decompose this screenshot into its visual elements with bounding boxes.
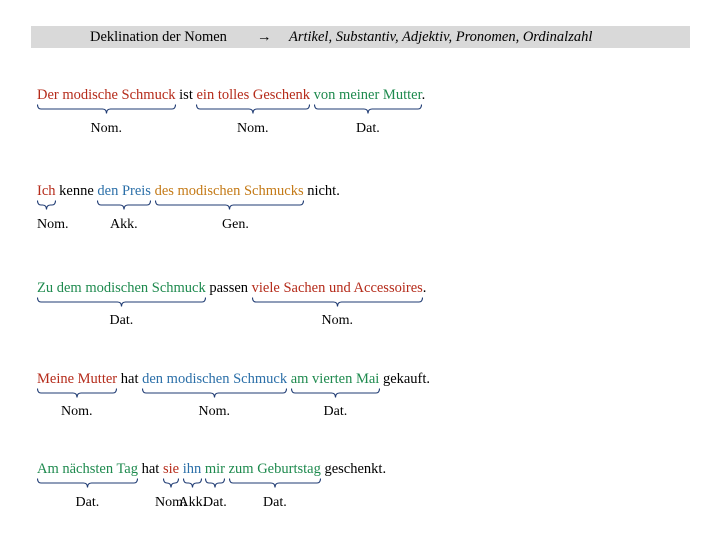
case-label: Akk. — [110, 217, 138, 232]
case-label: Dat. — [356, 121, 380, 136]
case-label: Nom. — [155, 495, 187, 510]
case-label: Dat. — [109, 313, 134, 328]
sentence-2 — [37, 182, 340, 200]
page-subtitle: Artikel, Substantiv, Adjektiv, Pronomen, Ordinalzahl — [289, 29, 593, 45]
phrase: Am nächsten Tag — [37, 461, 138, 477]
phrase: mir — [204, 461, 225, 477]
phrase: am vierten Mai — [290, 371, 380, 387]
case-label: Nom. — [61, 404, 93, 419]
phrase: Zu dem modischen Schmuck — [37, 280, 206, 296]
sentence-5 — [37, 460, 386, 478]
case-label: Akk. — [178, 495, 207, 510]
plain-text: geschenkt. — [320, 461, 387, 477]
underbrace-icon — [314, 104, 422, 114]
case-label: Dat. — [203, 495, 227, 510]
underbrace-icon — [196, 104, 310, 114]
plain-text: kenne — [55, 183, 98, 199]
arrow-icon: → — [257, 29, 272, 45]
underbrace-icon — [37, 200, 56, 210]
underbrace-icon — [155, 200, 304, 210]
title-bar — [31, 26, 690, 48]
case-label: Dat. — [263, 495, 287, 510]
underbrace-icon — [97, 200, 151, 210]
plain-text: . — [422, 280, 427, 296]
phrase: Meine Mutter — [37, 371, 118, 387]
case-label: Nom. — [321, 313, 353, 328]
underbrace-icon — [205, 478, 225, 488]
phrase: viele Sachen und Accessoires — [251, 280, 423, 296]
phrase: den Preis — [97, 183, 151, 199]
underbrace-icon — [37, 388, 117, 398]
sentence-4 — [37, 370, 430, 388]
underbrace-icon — [291, 388, 380, 398]
case-label: Nom. — [237, 121, 269, 136]
case-label: Gen. — [222, 217, 249, 232]
phrase: von meiner Mutter — [313, 87, 422, 103]
page-title: Deklination der Nomen — [90, 29, 227, 45]
case-label: Nom. — [198, 404, 230, 419]
plain-text: hat — [138, 461, 163, 477]
underbrace-icon — [142, 388, 287, 398]
phrase: sie — [162, 461, 180, 477]
sentence-1 — [37, 86, 425, 104]
plain-text: nicht. — [303, 183, 340, 199]
plain-text: passen — [205, 280, 252, 296]
case-label: Nom. — [37, 217, 69, 232]
underbrace-icon — [37, 297, 206, 307]
underbrace-icon — [183, 478, 202, 488]
phrase: Ich — [37, 183, 56, 199]
case-label: Dat. — [323, 404, 348, 419]
plain-text: . — [421, 87, 426, 103]
underbrace-icon — [252, 297, 423, 307]
phrase: Der modische Schmuck — [37, 87, 176, 103]
phrase: den modischen Schmuck — [142, 371, 288, 387]
case-label: Dat. — [75, 495, 100, 510]
underbrace-icon — [37, 478, 138, 488]
phrase: ein tolles Geschenk — [196, 87, 311, 103]
phrase: zum Geburtstag — [228, 461, 321, 477]
plain-text: hat — [117, 371, 143, 387]
plain-text: ist — [175, 87, 197, 103]
sentence-3 — [37, 279, 426, 297]
case-label: Nom. — [90, 121, 122, 136]
underbrace-icon — [163, 478, 179, 488]
underbrace-icon — [37, 104, 176, 114]
phrase: ihn — [182, 461, 202, 477]
underbrace-icon — [229, 478, 321, 488]
phrase: des modischen Schmucks — [154, 183, 304, 199]
plain-text: gekauft. — [379, 371, 431, 387]
